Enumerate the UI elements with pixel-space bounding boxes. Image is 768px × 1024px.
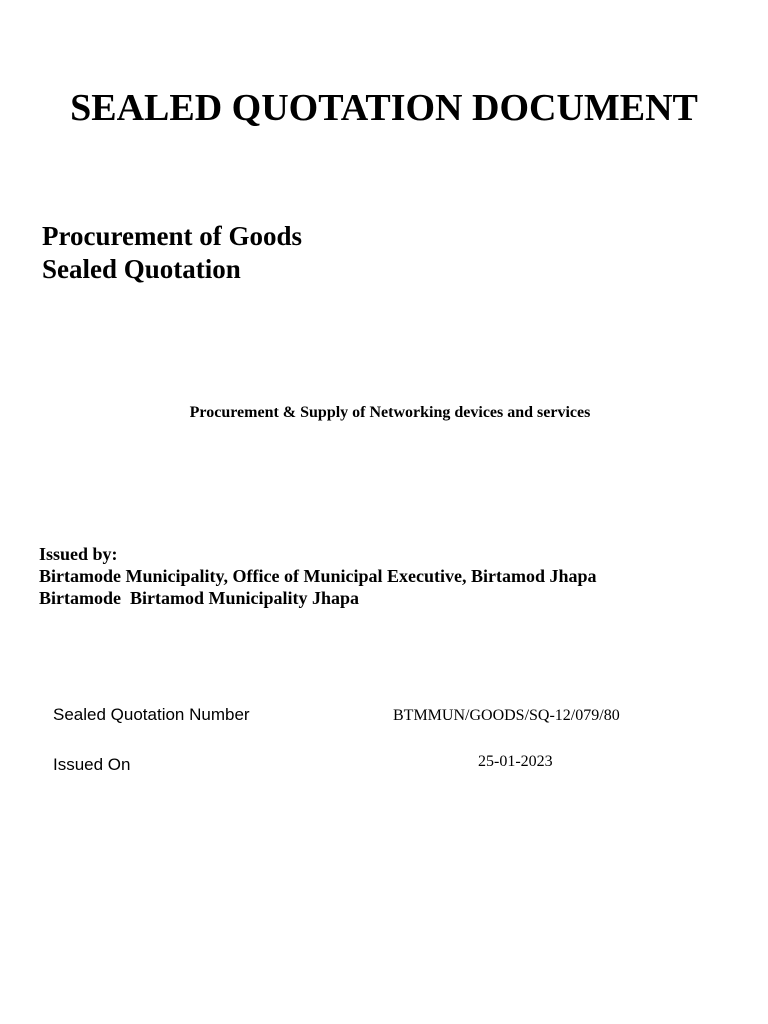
heading-line-2: Sealed Quotation bbox=[42, 254, 241, 284]
issued-on-value: 25-01-2023 bbox=[478, 753, 553, 770]
issued-on-label: Issued On bbox=[53, 755, 131, 774]
heading-line-1: Procurement of Goods bbox=[42, 221, 302, 251]
issuer-block bbox=[39, 543, 596, 609]
issuer-label: Issued by: bbox=[39, 544, 118, 564]
quotation-number-value: BTMMUN/GOODS/SQ-12/079/80 bbox=[393, 707, 620, 724]
procurement-subject: Procurement & Supply of Networking devices and services bbox=[189, 404, 591, 421]
issuer-line-2: Birtamode Birtamod Municipality Jhapa bbox=[39, 588, 360, 608]
document-title: SEALED QUOTATION DOCUMENT bbox=[70, 87, 698, 129]
issuer-line-1: Birtamode Municipality, Office of Municipal Executive, Birtamod Jhapa bbox=[39, 566, 597, 586]
quotation-number-label: Sealed Quotation Number bbox=[53, 705, 250, 724]
procurement-heading bbox=[42, 220, 302, 286]
